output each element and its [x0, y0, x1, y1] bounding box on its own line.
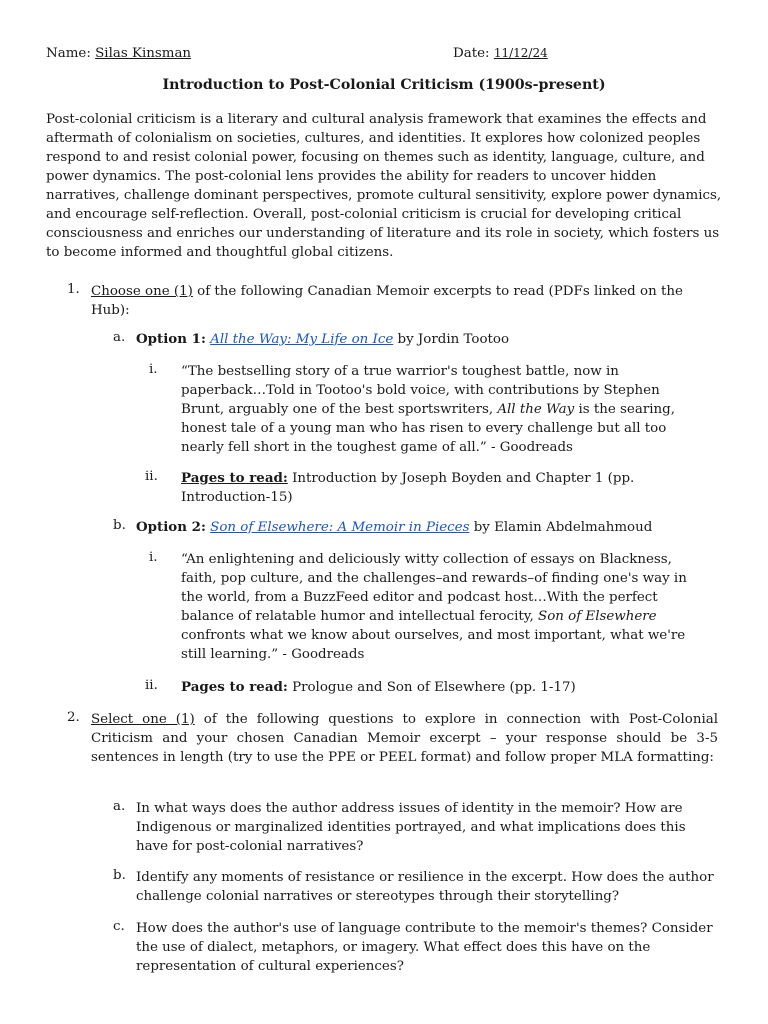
option-a-i-marker: i.	[149, 362, 158, 377]
option-a-quote	[181, 362, 701, 457]
option-a-quote-part1: “The bestselling story of a true warrior's toughest battle, now in paperback…Told in Tootoo's bold voice, with contributions by Stephen Brunt, arguably one of the best sportswriters,	[181, 364, 660, 417]
task2-lead: Select one (1)	[91, 712, 195, 727]
option-b-pages-label: Pages to read:	[181, 679, 288, 695]
question-b: Identify any moments of resistance or resilience in the excerpt. How does the author challenge colonial narratives or stereotypes through their storytelling?	[136, 870, 714, 904]
option-b-marker: b.	[113, 518, 126, 533]
task1-rest: of the following Canadian Memoir excerpts to read (PDFs linked on the Hub):	[91, 284, 683, 318]
intro-paragraph: Post-colonial criticism is a literary and cultural analysis framework that examines the effects and aftermath of colonialism on societies, cultures, and identities. It explores how colonized peoples respond to and resist colonial power, focusing on themes such as identity, language, culture, and power dynamics. The post-colonial lens provides the ability for readers to uncover hidden narratives, challenge dominant perspectives, promote cultural sensitivity, explore power dynamics, and encourage self-reflection. Overall, post-colonial criticism is crucial for developing critical consciousness and enriches our understanding of literature and its role in society, which fosters us to become informed and thoughtful global citizens.	[46, 112, 722, 260]
option-a-ii-marker: ii.	[145, 469, 158, 484]
name-line	[46, 46, 191, 61]
option-a-link[interactable]: All the Way: My Life on Ice	[210, 332, 394, 347]
option-a-author: by Jordin Tootoo	[393, 332, 510, 347]
question-c-marker: c.	[113, 919, 125, 934]
option-a-line	[136, 330, 726, 349]
task1-lead: Choose one (1)	[91, 284, 193, 299]
question-a-marker: a.	[113, 799, 126, 814]
option-b-line	[136, 518, 736, 537]
name-label: Name:	[46, 46, 91, 61]
option-a-quote-part2: is the searing, honest tale of a young man who has risen to every challenge but all too nearly fell short in the toughest game of all.” - Goodreads	[181, 402, 675, 455]
name-value: Silas Kinsman	[95, 46, 192, 61]
question-b-marker: b.	[113, 868, 126, 883]
option-b-pages-text: Prologue and Son of Elsewhere (pp. 1-17)	[287, 680, 576, 695]
date-line	[453, 46, 548, 61]
question-c: How does the author's use of language contribute to the memoir's themes? Consider the use of dialect, metaphors, or imagery. What effect does this have on the representation of cultural experiences?	[136, 921, 713, 974]
task2-number: 2.	[67, 710, 80, 725]
option-b-label: Option 2	[136, 519, 201, 535]
option-b-link[interactable]: Son of Elsewhere: A Memoir in Pieces	[210, 520, 470, 535]
option-a-quote-title: All the Way	[497, 402, 575, 417]
page-title: Introduction to Post-Colonial Criticism (1900s-present)	[162, 77, 606, 93]
option-a-marker: a.	[113, 330, 126, 345]
option-b-quote	[181, 550, 701, 664]
question-a: In what ways does the author address issues of identity in the memoir? How are Indigenous or marginalized identities portrayed, and what implications does this have for post-colonial narratives?	[136, 801, 686, 854]
option-b-quote-part2: confronts what we know about ourselves, and most important, what we're still learning.” - Goodreads	[181, 628, 686, 662]
option-b-quote-part1: “An enlightening and deliciously witty collection of essays on Blackness, faith, pop culture, and the challenges–and rewards–of finding one's way in the world, from a BuzzFeed editor and podcast host…With the perfect balance of relatable humor and intellectual ferocity,	[181, 552, 687, 624]
option-b-author: by Elamin Abdelmahmoud	[469, 520, 653, 535]
task1-instruction	[91, 282, 721, 320]
option-b-colon: :	[200, 519, 206, 535]
option-b-quote-title: Son of Elsewhere	[538, 609, 657, 624]
option-b-i-marker: i.	[149, 550, 158, 565]
option-b-pages	[181, 678, 701, 697]
option-a-colon: :	[200, 331, 206, 347]
option-a-pages	[181, 469, 671, 507]
task2-rest: of the following questions to explore in connection with Post-Colonial Criticism and your chosen Canadian Memoir excerpt – your response should be 3-5 sentences in length (try to use the PPE or PEEL format) and follow proper MLA formatting:	[91, 712, 718, 765]
date-label: Date:	[453, 46, 490, 61]
option-a-pages-text: Introduction by Joseph Boyden and Chapter 1 (pp. Introduction-15)	[181, 471, 635, 505]
date-value: 11/12/24	[493, 46, 548, 60]
option-b-ii-marker: ii.	[145, 678, 158, 693]
option-a-pages-label: Pages to read:	[181, 470, 288, 486]
option-a-label: Option 1	[136, 331, 201, 347]
task1-number: 1.	[67, 282, 80, 297]
task2-instruction	[91, 710, 718, 767]
